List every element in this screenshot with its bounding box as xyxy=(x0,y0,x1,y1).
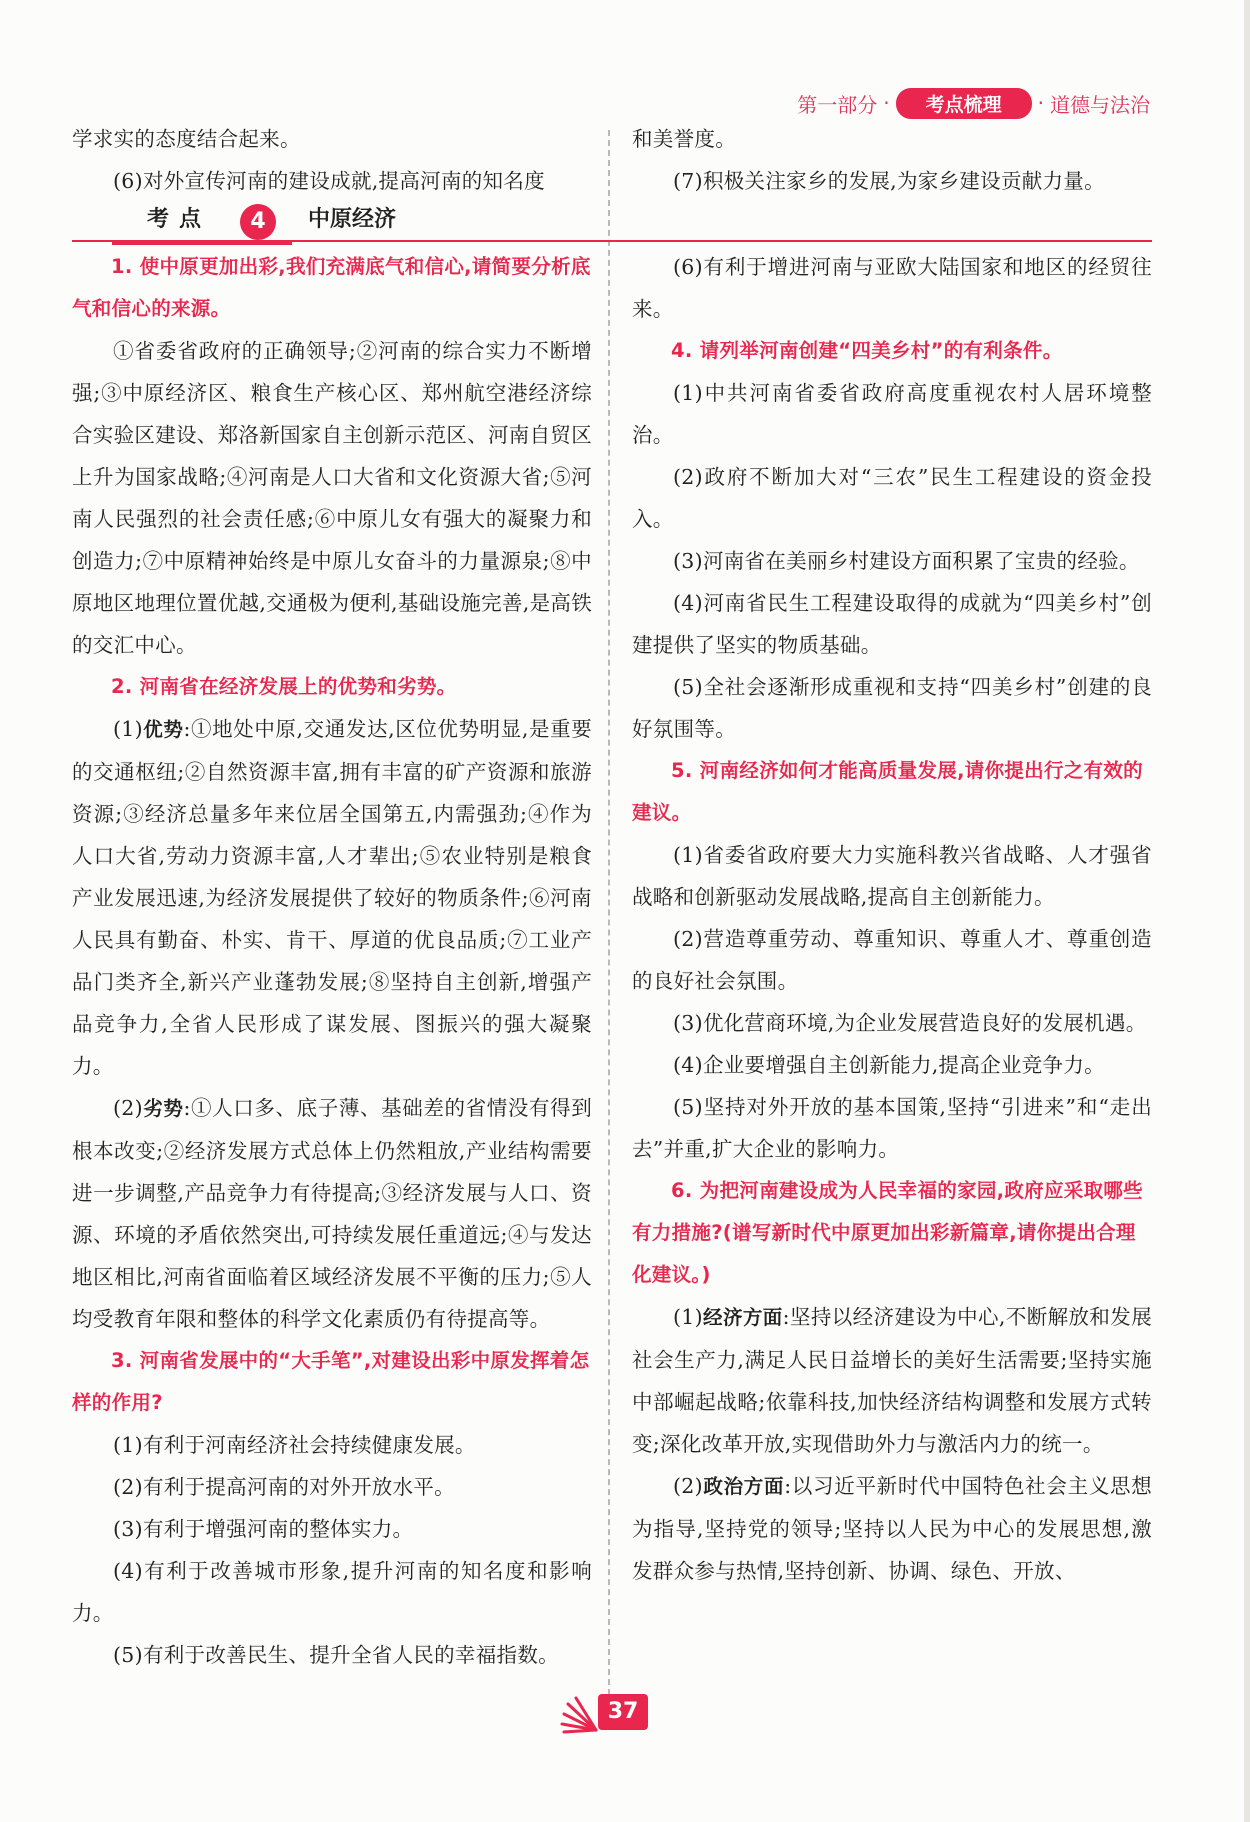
item-text: :以习近平新时代中国特色社会主义思想为指导,坚持党的领导;坚持以人民为中心的发展思想,激发群众参与热情,坚持创新、协调、绿色、开放、 xyxy=(632,1474,1153,1583)
item-text: :①地处中原,交通发达,区位优势明显,是重要的交通枢纽;②自然资源丰富,拥有丰富的矿产资源和旅游资源;③经济总量多年来位居全国第五,内需强劲;④作为人口大省,劳动力资源丰富,人才辈出;⑤农业特别是粮食产业发展迅速,为经济发展提供了较好的物质条件;⑥河南人民具有勤奋、朴实、肯干、厚道的优良品质;⑦工业产品门类齐全,新兴产业蓬勃发展;⑧坚持自主创新,增强产品竞争力,全省人民形成了谋发展、图振兴的强大凝聚力。 xyxy=(72,717,592,1078)
question-5: 5. 河南经济如何才能高质量发展,请你提出行之有效的建议。 xyxy=(632,759,1143,824)
answer-4-item: (2)政府不断加大对“三农”民生工程建设的资金投入。 xyxy=(632,465,1152,531)
answer-4-item: (1)中共河南省委省政府高度重视农村人居环境整治。 xyxy=(632,381,1152,447)
answer-3-item: (2)有利于提高河南的对外开放水平。 xyxy=(113,1475,455,1499)
answer-5-item: (4)企业要增强自主创新能力,提高企业竞争力。 xyxy=(673,1053,1105,1077)
header-dot: · xyxy=(883,91,890,115)
item-prefix: (2) xyxy=(673,1474,703,1498)
page-number: 37 xyxy=(598,1694,648,1730)
question-1: 1. 使中原更加出彩,我们充满底气和信心,请简要分析底气和信心的来源。 xyxy=(72,255,591,320)
answer-6-politics xyxy=(632,1465,1152,1592)
section-spacer xyxy=(632,202,1152,246)
answer-4-item: (5)全社会逐渐形成重视和支持“四美乡村”创建的良好氛围等。 xyxy=(632,675,1152,741)
answer-2-strengths xyxy=(72,708,592,1087)
question-6: 6. 为把河南建设成为人民幸福的家园,政府应采取哪些有力措施?(谱写新时代中原更加出彩新篇章,请你提出合理化建议。) xyxy=(632,1179,1143,1286)
keyword: 劣势 xyxy=(142,1097,184,1120)
answer-5-item: (5)坚持对外开放的基本国策,坚持“引进来”和“走出去”并重,扩大企业的影响力。 xyxy=(632,1095,1152,1161)
keyword: 政治方面 xyxy=(702,1475,785,1498)
paragraph: 和美誉度。 xyxy=(632,127,736,151)
question-2: 2. 河南省在经济发展上的优势和劣势。 xyxy=(111,675,457,698)
right-column xyxy=(632,118,1152,1592)
keyword: 经济方面 xyxy=(702,1306,783,1329)
section-number-badge: 4 xyxy=(240,204,276,240)
paragraph: 学求实的态度结合起来。 xyxy=(72,127,301,151)
item-prefix: (1) xyxy=(113,717,143,741)
answer-3-item: (6)有利于增进河南与亚欧大陆国家和地区的经贸往来。 xyxy=(632,255,1152,321)
answer-1: ①省委省政府的正确领导;②河南的综合实力不断增强;③中原经济区、粮食生产核心区、郑州航空港经济综合实验区建设、郑洛新国家自主创新示范区、河南自贸区上升为国家战略;④河南是人口大省和文化资源大省;⑤河南人民强烈的社会责任感;⑥中原儿女有强大的凝聚力和创造力;⑦中原精神始终是中原儿女奋斗的力量源泉;⑧中原地区地理位置优越,交通极为便利,基础设施完善,是高铁的交汇中心。 xyxy=(72,339,592,657)
page-header xyxy=(797,88,1150,118)
answer-4-item: (3)河南省在美丽乡村建设方面积累了宝贵的经验。 xyxy=(673,549,1140,573)
answer-4-item: (4)河南省民生工程建设取得的成就为“四美乡村”创建提供了坚实的物质基础。 xyxy=(632,591,1152,657)
left-column xyxy=(72,118,592,1676)
answer-2-weaknesses xyxy=(72,1087,592,1340)
page-edge xyxy=(1244,0,1250,1822)
answer-5-item: (2)营造尊重劳动、尊重知识、尊重人才、尊重创造的良好社会氛围。 xyxy=(632,927,1152,993)
item-text: :坚持以经济建设为中心,不断解放和发展社会生产力,满足人民日益增长的美好生活需要;坚持实施中部崛起战略;依靠科技,加快经济结构调整和发展方式转变;深化改革开放,实现借助外力与激活内力的统一。 xyxy=(632,1305,1152,1456)
fan-decoration-icon xyxy=(560,1690,600,1736)
header-badge: 考点梳理 xyxy=(896,88,1032,119)
item-prefix: (2) xyxy=(113,1096,143,1120)
section-title: 中原经济 xyxy=(308,207,397,232)
keyword: 优势 xyxy=(142,718,184,741)
answer-6-economy xyxy=(632,1296,1152,1465)
answer-3-item: (4)有利于改善城市形象,提升河南的知名度和影响力。 xyxy=(72,1559,592,1625)
question-4: 4. 请列举河南创建“四美乡村”的有利条件。 xyxy=(671,339,1063,362)
paragraph: (6)对外宣传河南的建设成就,提高河南的知名度 xyxy=(113,169,545,193)
header-dot: · xyxy=(1037,91,1044,115)
section-label: 考点 xyxy=(147,207,212,232)
answer-3-item: (5)有利于改善民生、提升全省人民的幸福指数。 xyxy=(113,1643,559,1667)
header-part: 第一部分 xyxy=(797,92,878,117)
page-number-block xyxy=(560,1690,690,1740)
item-prefix: (1) xyxy=(673,1305,703,1329)
answer-5-item: (1)省委省政府要大力实施科教兴省战略、人才强省战略和创新驱动发展战略,提高自主创新能力。 xyxy=(632,843,1152,909)
column-divider xyxy=(608,130,610,1705)
header-subject: 道德与法治 xyxy=(1050,92,1150,117)
question-3: 3. 河南省发展中的“大手笔”,对建设出彩中原发挥着怎样的作用? xyxy=(72,1349,590,1414)
paragraph: (7)积极关注家乡的发展,为家乡建设贡献力量。 xyxy=(673,169,1105,193)
section-spacer xyxy=(72,202,592,246)
item-text: :①人口多、底子薄、基础差的省情没有得到根本改变;②经济发展方式总体上仍然粗放,产业结构需要进一步调整,产品竞争力有待提高;③经济发展与人口、资源、环境的矛盾依然突出,可持续发展任重道远;④与发达地区相比,河南省面临着区域经济发展不平衡的压力;⑤人均受教育年限和整体的科学文化素质仍有待提高等。 xyxy=(72,1096,592,1331)
answer-3-item: (1)有利于河南经济社会持续健康发展。 xyxy=(113,1433,476,1457)
answer-5-item: (3)优化营商环境,为企业发展营造良好的发展机遇。 xyxy=(673,1011,1147,1035)
answer-3-item: (3)有利于增强河南的整体实力。 xyxy=(113,1517,414,1541)
